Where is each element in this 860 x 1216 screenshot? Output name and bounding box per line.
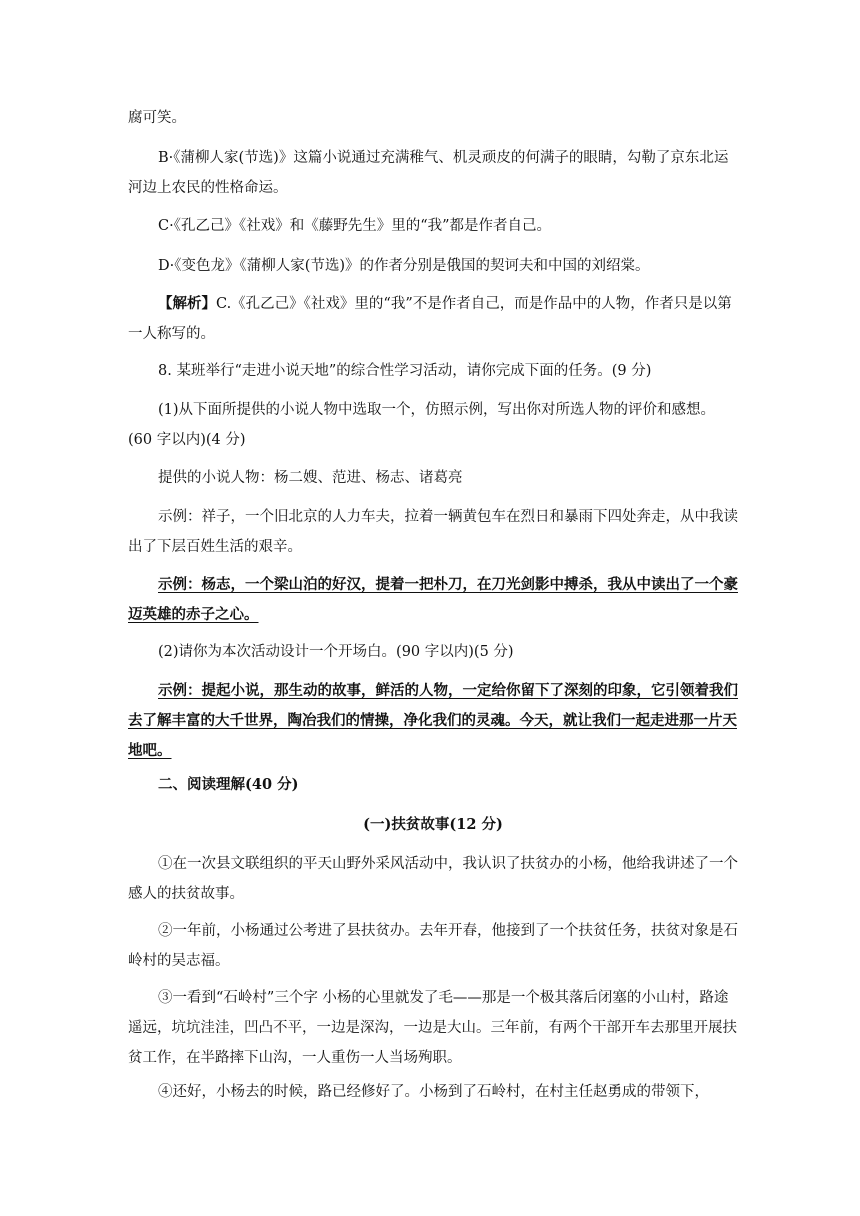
answer-part-1: 示例：杨志，一个梁山泊的好汉，提着一把朴刀，在刀光剑影中搏杀，我从中读出了一个豪迈英雄的赤子之心。 (128, 576, 738, 623)
passage-title: (一)扶贫故事(12 分) (363, 816, 503, 833)
passage-paragraph-2: ②一年前，小杨通过公考进了县扶贫办。去年开春，他接到了一个扶贫任务，扶贫对象是石岭村的吴志福。 (128, 923, 738, 969)
passage-paragraph-4: ④还好，小杨去的时候，路已经修好了。小杨到了石岭村，在村主任赵勇成的带领下， (158, 1084, 709, 1100)
question-8-part-2: (2)请你为本次活动设计一个开场白。(90 字以内)(5 分) (158, 644, 514, 660)
passage-paragraph-3: ③一看到“石岭村”三个字 小杨的心里就发了毛——那是一个极其落后闭塞的小山村，路途遥远，坑坑洼洼，凹凸不平，一边是深沟，一边是大山。三年前，有两个干部开车去那里开展扶贫工作，在半路摔下山沟，一人重伤一人当场殉职。 (128, 990, 737, 1066)
question-8: 8. 某班举行“走进小说天地”的综合性学习活动，请你完成下面的任务。(9 分) (158, 363, 652, 379)
character-list: 提供的小说人物：杨二嫂、范进、杨志、诸葛亮 (158, 470, 463, 486)
passage-paragraph-1: ①在一次县文联组织的平天山野外采风活动中，我认识了扶贫办的小杨，他给我讲述了一个感人的扶贫故事。 (128, 856, 738, 902)
option-d: D·《变色龙》《蒲柳人家(节选)》的作者分别是俄国的契诃夫和中国的刘绍棠。 (158, 258, 650, 274)
example-text: 示例：祥子，一个旧北京的人力车夫，拉着一辆黄包车在烈日和暴雨下四处奔走，从中我读出了下层百姓生活的艰辛。 (128, 509, 738, 555)
option-b: B·《蒲柳人家(节选)》这篇小说通过充满稚气、机灵顽皮的何满子的眼睛，勾勒了京东北运河边上农民的性格命运。 (128, 150, 729, 196)
text-line-continuation: 腐可笑。 (128, 110, 186, 126)
section-heading: 二、阅读理解(40 分) (158, 776, 299, 793)
answer-part-2: 示例：提起小说，那生动的故事，鲜活的人物，一定给你留下了深刻的印象，它引领着我们去了解丰富的大千世界，陶冶我们的情操，净化我们的灵魂。今天，就让我们一起走进那一片天地吧。 (128, 682, 738, 759)
analysis-label: 【解析】 (158, 295, 216, 312)
option-c: C·《孔乙己》《社戏》和《藤野先生》里的“我”都是作者自己。 (158, 218, 552, 234)
analysis-paragraph (128, 289, 738, 349)
analysis-text: C.《孔乙己》《社戏》里的“我”不是作者自己，而是作品中的人物，作者只是以第一人称写的。 (128, 296, 732, 342)
question-8-part-1: (1)从下面所提供的小说人物中选取一个，仿照示例，写出你对所选人物的评价和感想。(60 字以内)(4 分) (128, 402, 716, 448)
